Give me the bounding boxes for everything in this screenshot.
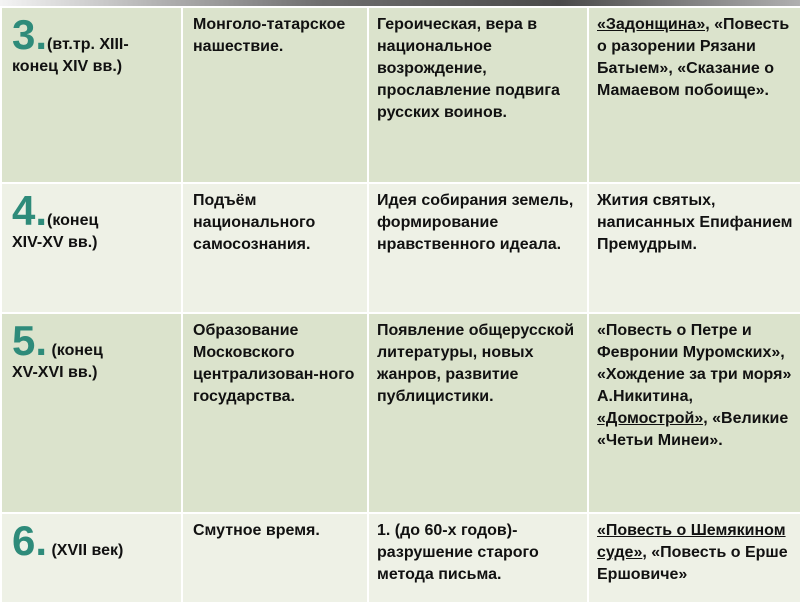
period-dates-cont: конец XIV вв.) (12, 58, 123, 75)
period-number: 6. (12, 517, 48, 564)
table-row (1, 183, 800, 313)
work-title: «Повесть о разорении Рязани Батыем», «Сказание о Мамаевом побоище». (597, 16, 790, 99)
literature-periods-table (0, 6, 800, 604)
idea-cell: Идея собирания земель, формирование нравственного идеала. (368, 183, 588, 313)
work-title: «Повесть о Петре и Февронии Муромских», «Хождение за три моря» А.Никитина, (597, 322, 792, 405)
period-number: 4. (12, 187, 48, 234)
event-cell: Подъём национального самосознания. (182, 183, 368, 313)
period-cell (1, 7, 182, 183)
table-row (1, 313, 800, 513)
period-dates-cont: XV-XVI вв.) (12, 364, 98, 381)
period-number: 5. (12, 317, 48, 364)
period-number: 3. (12, 11, 48, 58)
idea-cell: Появление общерусской литературы, новых жанров, развитие публицистики. (368, 313, 588, 513)
event-cell: Монголо-татарское нашествие. (182, 7, 368, 183)
period-cell (1, 183, 182, 313)
period-dates: (конец (47, 342, 103, 359)
work-title: Жития святых, написанных Епифанием Премудрым. (597, 192, 793, 253)
table-row (1, 7, 800, 183)
period-dates: (XVII век) (47, 542, 124, 559)
period-cell (1, 313, 182, 513)
table-row (1, 513, 800, 603)
idea-cell: Героическая, вера в национальное возрождение, прославление подвига русских воинов. (368, 7, 588, 183)
period-cell (1, 513, 182, 603)
work-title: , «Повесть о Ерше Ершовиче» (597, 544, 788, 583)
idea-cell: 1. (до 60-х годов)-разрушение старого метода письма. (368, 513, 588, 603)
work-title: «Задонщина», (597, 16, 710, 33)
works-cell (588, 7, 800, 183)
event-cell: Образование Московского централизован-ного государства. (182, 313, 368, 513)
works-cell (588, 313, 800, 513)
event-cell: Смутное время. (182, 513, 368, 603)
work-title: «Домострой», (597, 410, 708, 427)
period-dates: (вт.тр. XIII- (47, 36, 129, 53)
works-cell (588, 513, 800, 603)
period-dates: (конец (47, 212, 99, 229)
works-cell (588, 183, 800, 313)
work-title: «Великие «Четьи Минеи». (597, 410, 789, 449)
work-title: «Повесть о Шемякином суде» (597, 522, 786, 561)
period-dates-cont: XIV-XV вв.) (12, 234, 98, 251)
